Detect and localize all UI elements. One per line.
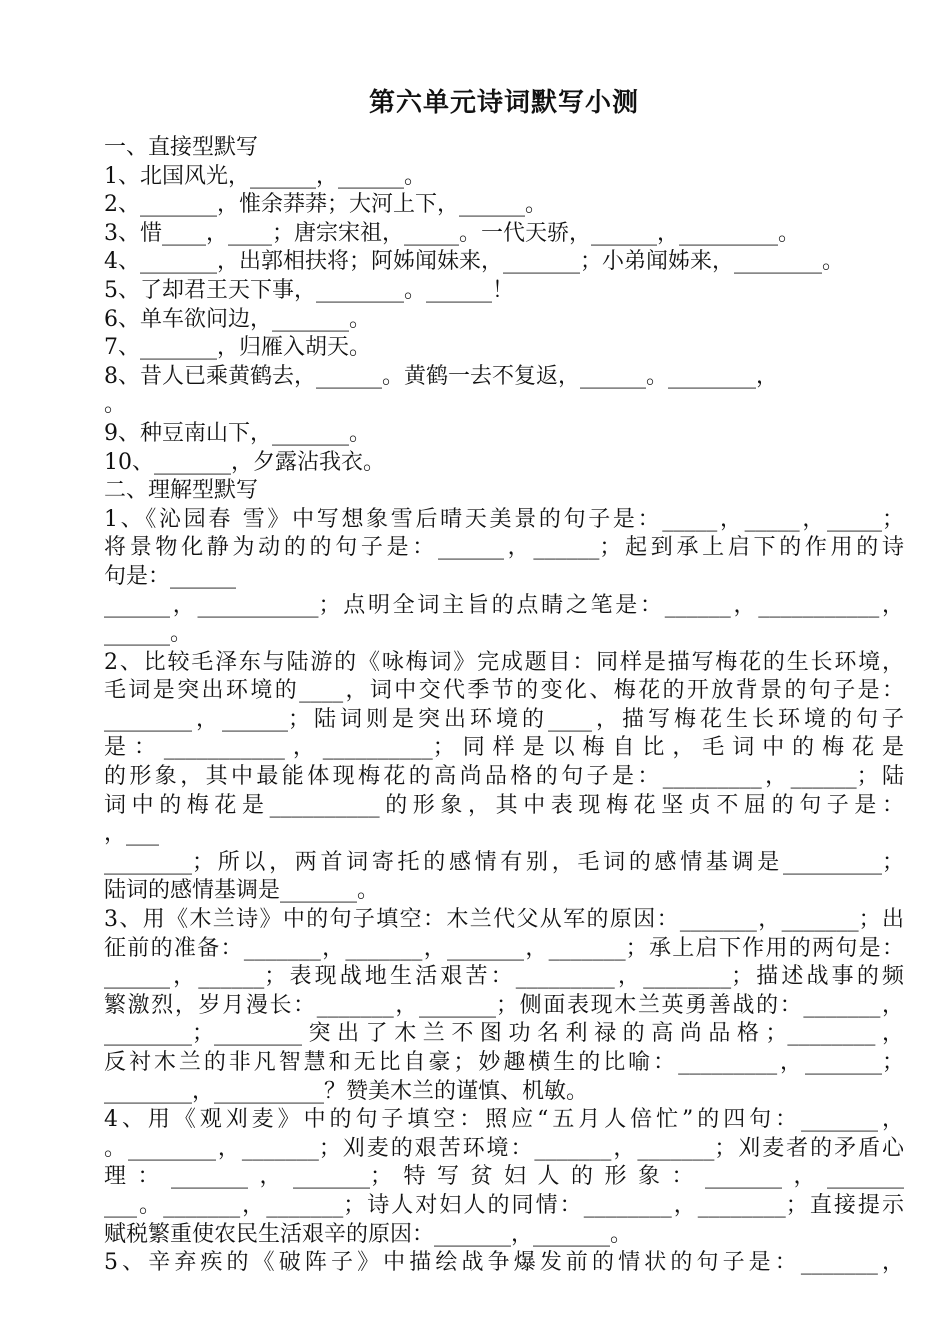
document-page: [104, 88, 904, 1278]
text-line: 征前的准备：_______，_______，_______，_______；承上启下作用的两句是：: [104, 935, 904, 961]
text-line: 句是：______: [104, 563, 237, 589]
text-line: ________，__________？赞美木兰的谨慎、机敏。: [104, 1078, 589, 1104]
text-line: 二、理解型默写: [104, 478, 259, 504]
text-line: ___。_______，_______；诗人对妇人的同情：________，________；直接提示: [104, 1192, 904, 1218]
text-line: 陆词的感情基调是_______。: [104, 878, 380, 904]
text-line: ________，______；陆词则是突出环境的____，描写梅花生长环境的句子: [104, 706, 904, 732]
text-line: 赋税繁重使农民生活艰辛的原因：_______，_______。: [104, 1221, 633, 1247]
text-line: 理：_______，_______；特写贫妇人的形象：_______，_______: [104, 1164, 904, 1190]
text-line: ，___: [104, 821, 160, 847]
text-line: 的形象，其中最能体现梅花的高尚品格的句子是：_________，______；陆: [104, 764, 904, 790]
text-line: 繁激烈，岁月漫长：_______，_______；侧面表现木兰英勇善战的：_______，: [104, 992, 904, 1018]
text-line: ________；________突出了木兰不图功名利禄的高尚品格；________，: [104, 1021, 904, 1047]
text-line: 毛词是突出环境的____，词中交代季节的变化、梅花的开放背景的句子是：: [104, 678, 904, 704]
text-line: 4、用《观刈麦》中的句子填空：照应“五月人倍忙”的四句：_______，: [104, 1107, 904, 1133]
text-line: 1、《沁园春 雪》中写想象雪后晴天美景的句子是：_____，_____，_____；: [104, 506, 904, 532]
text-line: 2、_______，惟余莽莽；大河上下，______。: [104, 192, 547, 218]
text-line: ______，______；表现战地生活艰苦：_________，________；描述战事的频: [104, 964, 904, 990]
text-line: 8、昔人已乘黄鹤去，______。黄鹤一去不复返，______。________，: [104, 363, 778, 389]
text-line: 10、_______，夕露沾我衣。: [104, 449, 385, 475]
text-line: 。: [104, 392, 127, 418]
text-line: 是：___________，__________；同样是以梅自比，毛词中的梅花是: [104, 735, 904, 761]
text-line: 9、种豆南山下，_______。: [104, 420, 371, 446]
text-line: 反衬木兰的非凡智慧和无比自豪；妙趣横生的比喻：_________，_______；: [104, 1050, 904, 1075]
question-list: [104, 134, 904, 1278]
text-line: 3、惜____，____；唐宗宋祖，_____。一代天骄，______，_________。: [104, 220, 800, 246]
text-line: 词中的梅花是__________的形象，其中表现梅花坚贞不屈的句子是：: [104, 792, 904, 818]
text-line: ______。: [104, 621, 193, 647]
text-line: 1、北国风光，______，______。: [104, 163, 426, 189]
text-line: 3、用《木兰诗》中的句子填空：木兰代父从军的原因：_______，_______；出: [104, 907, 904, 933]
text-line: 5、辛弃疾的《破阵子》中描绘战争爆发前的情状的句子是：_______，: [104, 1250, 904, 1276]
text-line: 7、_______，归雁入胡天。: [104, 335, 371, 361]
text-line: 一、直接型默写: [104, 135, 259, 160]
text-line: 2、比较毛泽东与陆游的《咏梅词》完成题目：同样是描写梅花的生长环境，: [104, 649, 904, 675]
text-line: ________；所以，两首词寄托的感情有别，毛词的感情基调是_________；: [104, 849, 904, 875]
page-title: 第六单元诗词默写小测: [368, 88, 639, 118]
text-line: 6、单车欲问边，_______。: [104, 306, 371, 332]
text-line: 。________，_______；刈麦的艰苦环境：_______，_______；刈麦者的矛盾心: [104, 1135, 904, 1161]
text-line: 5、了却君王天下事，________。______！: [104, 277, 514, 303]
text-line: ______，___________；点明全词主旨的点睛之笔是：______，___________，: [104, 592, 904, 618]
text-line: 将景物化静为动的的句子是：______，______；起到承上启下的作用的诗: [104, 535, 904, 561]
text-line: 4、_______，出郭相扶将；阿姊闻妹来，_______；小弟闻姊来，________。: [104, 249, 844, 275]
